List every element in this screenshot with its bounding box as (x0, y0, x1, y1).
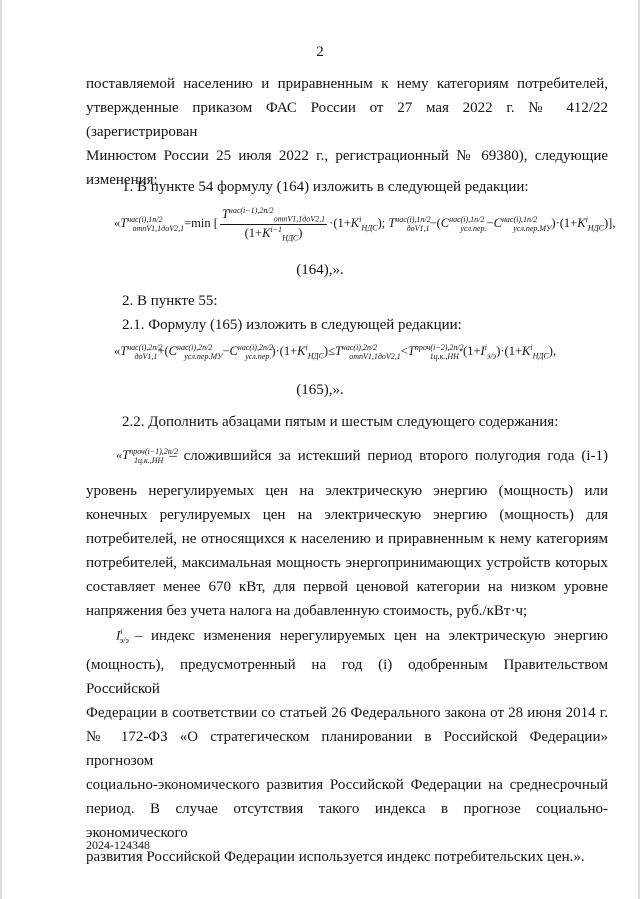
text-line: период. В случае отсутствия такого индекса в прогнозе социально-экономического (86, 800, 608, 841)
definition-line (86, 440, 608, 473)
definition-line (86, 620, 608, 653)
text-line: конечных регулируемых цен на электрическую энергию (мощность) для (86, 506, 608, 523)
paragraph-sixth (86, 620, 608, 869)
text-line: напряжения без учета налога на добавленную стоимость, руб./кВт·ч; (86, 602, 528, 619)
text-line: – сложившийся за истекший период второго полугодия года (i-1) (169, 448, 608, 465)
text-line: потребителей, не относящихся к населению и приравненным к нему категориям (86, 530, 608, 547)
intro-paragraph (86, 72, 608, 192)
formula-165: «$T^{нас(i),2п/2}_{доV1,1}+(C^{нас(i),2п/2}_{усл.пер.МУ}-C^{нас(i),2п/2}_{усл.пер.})\cdot(1+K^i_{НДС})\le T^{нас(i),2п/2}_{отпV1,1доV2,1}<T^{проч(i-2),2п/2}_{1ц.к.,НН}\cdot(1+I^i_{э/э})\cdot(1+K^i_{НДС})$, (114, 343, 557, 361)
text-line: изменения: (86, 172, 158, 188)
text-line: уровень нерегулируемых цен на электрическую энергию (мощность) или (86, 482, 608, 499)
item-2-2: 2.2. Дополнить абзацами пятым и шестым следующего содержания: (122, 414, 559, 430)
symbol-i-ee: $I^i_{э/э}$ (116, 627, 129, 645)
definition-body (86, 479, 608, 623)
text-line: Минюстом России 25 июля 2022 г., регистрационный № 69380), следующие (86, 148, 608, 164)
scan-edge-left (0, 0, 2, 899)
symbol-t-proch: «$T^{проч(i-1),2п/2}_{1ц.к.,НН}$ (116, 447, 178, 465)
text-line: утвержденные приказом ФАС России от 27 мая 2022 г. № 412/22 (зарегистрирован (86, 100, 608, 140)
page-number: 2 (316, 44, 324, 60)
text-line: составляет менее 670 кВт, для первой ценовой категории на низком уровне (86, 578, 608, 595)
text-line: развития Российской Федерации используется индекс потребительских цен.». (86, 848, 585, 865)
text-line: социально-экономического развития Российской Федерации на среднесрочный (86, 776, 608, 793)
item-2: 2. В пункте 55: (122, 293, 218, 309)
item-2-1: 2.1. Формулу (165) изложить в следующей редакции: (122, 317, 462, 333)
text-line: № 172-ФЗ «О стратегическом планировании в Российской Федерации» прогнозом (86, 728, 608, 769)
document-code: 2024-124348 (86, 838, 150, 852)
formula-164: «$T^{нас(i),1п/2}_{отпV1,1доV2,1}=\min$ [ $\frac{T^{нас(i-1),2п/2}_{отпV1,1доV2,1}}{(1+K^{i-1}_{НДС})}$ $\cdot(1+K^i_{НДС})$; $T^{нас(i),1п/2}_{доV1,1}-(C^{нас(i),1п/2}_{усл.пер.}-C^{нас(i),1п/2}_{усл.пер.МУ})\cdot(1+K^i_{НДС})$], (114, 206, 616, 243)
formula-165-ref: (165),». (296, 382, 344, 398)
text-line: потребителей, максимальная мощность энергопринимающих устройств которых (86, 554, 608, 571)
text-line: поставляемой населению и приравненным к нему категориям потребителей, (86, 76, 608, 92)
text-line: – индекс изменения нерегулируемых цен на электрическую энергию (134, 628, 608, 645)
formula-164-ref: (164),». (296, 262, 344, 278)
item-1: 1. В пункте 54 формулу (164) изложить в следующей редакции: (122, 179, 529, 195)
text-line: Федерации в соответствии со статьей 26 Федерального закона от 28 июня 2014 г. (86, 704, 608, 721)
definition-body (86, 653, 608, 869)
fraction: $\frac{T^{нас(i-1),2п/2}_{отпV1,1доV2,1}}{(1+K^{i-1}_{НДС})}$ (221, 206, 326, 243)
paragraph-fifth (86, 440, 608, 623)
text-line: (мощность), предусмотренный на год (i) одобренным Правительством Российской (86, 656, 608, 697)
